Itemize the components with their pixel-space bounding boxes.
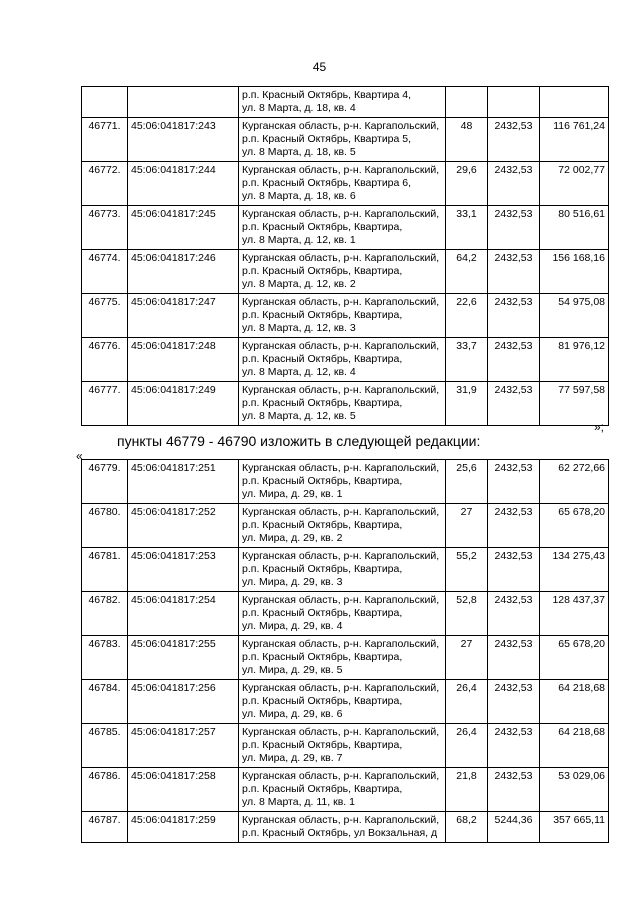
cell-area: 68,2 bbox=[446, 812, 488, 843]
cell-area: 29,6 bbox=[446, 162, 488, 206]
table-row bbox=[82, 338, 609, 382]
cell-unit-value: 2432,53 bbox=[488, 768, 540, 812]
cell-total-value: 62 272,66 bbox=[540, 460, 609, 504]
property-table-1 bbox=[81, 86, 609, 426]
cell-cadastral-number: 45:06:041817:259 bbox=[128, 812, 239, 843]
cell-total-value: 65 678,20 bbox=[540, 504, 609, 548]
cell-unit-value: 2432,53 bbox=[488, 592, 540, 636]
table-row bbox=[82, 548, 609, 592]
cell-address: Курганская область, р-н. Каргапольский, р.п. Красный Октябрь, Квартира, ул. 8 Марта, д. 12, кв. 5 bbox=[239, 382, 446, 426]
cell-address: Курганская область, р-н. Каргапольский, р.п. Красный Октябрь, Квартира, ул. Мира, д. 29, кв. 4 bbox=[239, 592, 446, 636]
cell-area: 22,6 bbox=[446, 294, 488, 338]
cell-cadastral-number: 45:06:041817:245 bbox=[128, 206, 239, 250]
cell-cadastral-number bbox=[128, 87, 239, 118]
cell-unit-value: 2432,53 bbox=[488, 636, 540, 680]
cell-area bbox=[446, 87, 488, 118]
cell-total-value: 64 218,68 bbox=[540, 680, 609, 724]
cell-total-value: 116 761,24 bbox=[540, 118, 609, 162]
table-row bbox=[82, 382, 609, 426]
cell-unit-value: 2432,53 bbox=[488, 548, 540, 592]
cell-number: 46783. bbox=[82, 636, 128, 680]
cell-area: 33,7 bbox=[446, 338, 488, 382]
cell-area: 21,8 bbox=[446, 768, 488, 812]
cell-total-value: 80 516,61 bbox=[540, 206, 609, 250]
table-row bbox=[82, 636, 609, 680]
cell-area: 55,2 bbox=[446, 548, 488, 592]
cell-area: 27 bbox=[446, 636, 488, 680]
cell-unit-value: 2432,53 bbox=[488, 382, 540, 426]
cell-address: Курганская область, р-н. Каргапольский, р.п. Красный Октябрь, Квартира 5, ул. 8 Марта, д. 18, кв. 5 bbox=[239, 118, 446, 162]
cell-area: 33,1 bbox=[446, 206, 488, 250]
cell-total-value: 54 975,08 bbox=[540, 294, 609, 338]
table-row bbox=[82, 162, 609, 206]
cell-unit-value: 2432,53 bbox=[488, 250, 540, 294]
cell-address: Курганская область, р-н. Каргапольский, р.п. Красный Октябрь, Квартира, ул. 8 Марта, д. 12, кв. 4 bbox=[239, 338, 446, 382]
cell-unit-value: 2432,53 bbox=[488, 338, 540, 382]
cell-total-value: 156 168,16 bbox=[540, 250, 609, 294]
closing-quote-mark: »; bbox=[594, 420, 605, 434]
table-row-continued bbox=[82, 87, 609, 118]
cell-unit-value: 2432,53 bbox=[488, 162, 540, 206]
table-row bbox=[82, 768, 609, 812]
cell-total-value: 53 029,06 bbox=[540, 768, 609, 812]
opening-quote-mark: « bbox=[76, 449, 83, 463]
cell-cadastral-number: 45:06:041817:256 bbox=[128, 680, 239, 724]
cell-total-value: 65 678,20 bbox=[540, 636, 609, 680]
cell-number: 46784. bbox=[82, 680, 128, 724]
cell-cadastral-number: 45:06:041817:249 bbox=[128, 382, 239, 426]
page-number: 45 bbox=[312, 60, 327, 74]
cell-area: 26,4 bbox=[446, 680, 488, 724]
table-row bbox=[82, 460, 609, 504]
cell-total-value: 77 597,58 bbox=[540, 382, 609, 426]
table-row bbox=[82, 680, 609, 724]
cell-total-value: 64 218,68 bbox=[540, 724, 609, 768]
cell-cadastral-number: 45:06:041817:253 bbox=[128, 548, 239, 592]
cell-area: 31,9 bbox=[446, 382, 488, 426]
cell-total-value: 134 275,43 bbox=[540, 548, 609, 592]
cell-area: 26,4 bbox=[446, 724, 488, 768]
table-row bbox=[82, 724, 609, 768]
cell-total-value: 81 976,12 bbox=[540, 338, 609, 382]
cell-address: Курганская область, р-н. Каргапольский, р.п. Красный Октябрь, Квартира, ул. Мира, д. 29, кв. 1 bbox=[239, 460, 446, 504]
cell-address: Курганская область, р-н. Каргапольский, р.п. Красный Октябрь, Квартира, ул. 8 Марта, д. 12, кв. 1 bbox=[239, 206, 446, 250]
cell-cadastral-number: 45:06:041817:255 bbox=[128, 636, 239, 680]
cell-unit-value: 2432,53 bbox=[488, 504, 540, 548]
cell-cadastral-number: 45:06:041817:251 bbox=[128, 460, 239, 504]
cell-address: р.п. Красный Октябрь, Квартира 4, ул. 8 Марта, д. 18, кв. 4 bbox=[239, 87, 446, 118]
cell-area: 27 bbox=[446, 504, 488, 548]
cell-unit-value: 2432,53 bbox=[488, 294, 540, 338]
cell-cadastral-number: 45:06:041817:252 bbox=[128, 504, 239, 548]
table-row bbox=[82, 592, 609, 636]
table-row bbox=[82, 118, 609, 162]
cell-number: 46785. bbox=[82, 724, 128, 768]
cell-unit-value bbox=[488, 87, 540, 118]
cell-total-value: 357 665,11 bbox=[540, 812, 609, 843]
cell-number: 46774. bbox=[82, 250, 128, 294]
cell-address: Курганская область, р-н. Каргапольский, р.п. Красный Октябрь, ул Вокзальная, д bbox=[239, 812, 446, 843]
cell-number: 46771. bbox=[82, 118, 128, 162]
cell-total-value bbox=[540, 87, 609, 118]
cell-cadastral-number: 45:06:041817:246 bbox=[128, 250, 239, 294]
cell-unit-value: 5244,36 bbox=[488, 812, 540, 843]
cell-number: 46786. bbox=[82, 768, 128, 812]
cell-address: Курганская область, р-н. Каргапольский, р.п. Красный Октябрь, Квартира, ул. Мира, д. 29, кв. 6 bbox=[239, 680, 446, 724]
cell-number: 46776. bbox=[82, 338, 128, 382]
cell-unit-value: 2432,53 bbox=[488, 460, 540, 504]
cell-area: 64,2 bbox=[446, 250, 488, 294]
table-row bbox=[82, 812, 609, 843]
cell-number: 46787. bbox=[82, 812, 128, 843]
cell-number bbox=[82, 87, 128, 118]
cell-number: 46779. bbox=[82, 460, 128, 504]
cell-address: Курганская область, р-н. Каргапольский, р.п. Красный Октябрь, Квартира, ул. Мира, д. 29, кв. 7 bbox=[239, 724, 446, 768]
cell-number: 46780. bbox=[82, 504, 128, 548]
cell-address: Курганская область, р-н. Каргапольский, р.п. Красный Октябрь, Квартира, ул. 8 Марта, д. 12, кв. 3 bbox=[239, 294, 446, 338]
amendment-instruction: пункты 46779 - 46790 изложить в следующей редакции: bbox=[117, 433, 481, 449]
cell-number: 46782. bbox=[82, 592, 128, 636]
table-row bbox=[82, 206, 609, 250]
cell-number: 46773. bbox=[82, 206, 128, 250]
cell-cadastral-number: 45:06:041817:244 bbox=[128, 162, 239, 206]
cell-unit-value: 2432,53 bbox=[488, 118, 540, 162]
cell-total-value: 128 437,37 bbox=[540, 592, 609, 636]
cell-area: 52,8 bbox=[446, 592, 488, 636]
cell-address: Курганская область, р-н. Каргапольский, р.п. Красный Октябрь, Квартира, ул. Мира, д. 29, кв. 3 bbox=[239, 548, 446, 592]
cell-address: Курганская область, р-н. Каргапольский, р.п. Красный Октябрь, Квартира, ул. Мира, д. 29, кв. 5 bbox=[239, 636, 446, 680]
cell-unit-value: 2432,53 bbox=[488, 206, 540, 250]
cell-number: 46772. bbox=[82, 162, 128, 206]
cell-cadastral-number: 45:06:041817:254 bbox=[128, 592, 239, 636]
cell-address: Курганская область, р-н. Каргапольский, р.п. Красный Октябрь, Квартира, ул. Мира, д. 29, кв. 2 bbox=[239, 504, 446, 548]
cell-cadastral-number: 45:06:041817:258 bbox=[128, 768, 239, 812]
cell-address: Курганская область, р-н. Каргапольский, р.п. Красный Октябрь, Квартира, ул. 8 Марта, д. 12, кв. 2 bbox=[239, 250, 446, 294]
cell-area: 25,6 bbox=[446, 460, 488, 504]
cell-cadastral-number: 45:06:041817:247 bbox=[128, 294, 239, 338]
cell-address: Курганская область, р-н. Каргапольский, р.п. Красный Октябрь, Квартира 6, ул. 8 Марта, д. 18, кв. 6 bbox=[239, 162, 446, 206]
table-row bbox=[82, 294, 609, 338]
cell-cadastral-number: 45:06:041817:248 bbox=[128, 338, 239, 382]
table-row bbox=[82, 504, 609, 548]
cell-area: 48 bbox=[446, 118, 488, 162]
cell-unit-value: 2432,53 bbox=[488, 724, 540, 768]
cell-total-value: 72 002,77 bbox=[540, 162, 609, 206]
table-row bbox=[82, 250, 609, 294]
cell-unit-value: 2432,53 bbox=[488, 680, 540, 724]
cell-cadastral-number: 45:06:041817:243 bbox=[128, 118, 239, 162]
cell-number: 46781. bbox=[82, 548, 128, 592]
property-table-2 bbox=[81, 459, 609, 843]
cell-address: Курганская область, р-н. Каргапольский, р.п. Красный Октябрь, Квартира, ул. 8 Марта, д. 11, кв. 1 bbox=[239, 768, 446, 812]
cell-number: 46775. bbox=[82, 294, 128, 338]
cell-cadastral-number: 45:06:041817:257 bbox=[128, 724, 239, 768]
cell-number: 46777. bbox=[82, 382, 128, 426]
